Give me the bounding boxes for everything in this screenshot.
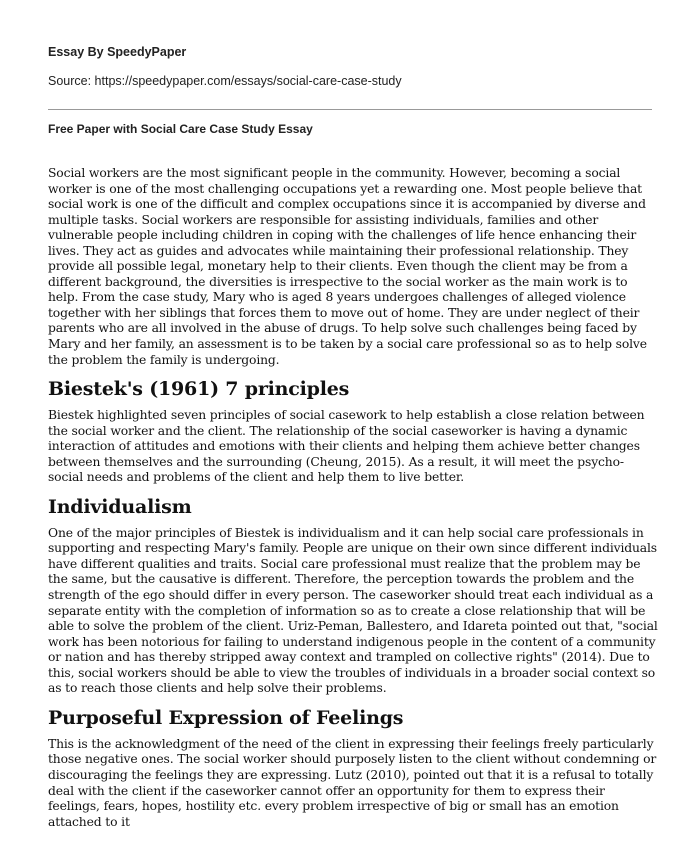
- section-paragraph-individualism: One of the major principles of Biestek is individualism and it can help social care professionals in supporting and respecting Mary's family. People are unique on their own since different individuals have different qualities and traits. Social care professional must realize that the problem may be the same, but the causative is different. Therefore, the perception towards the problem and the strength of the ego should differ in every person. The caseworker should treat each individual as a separate entity with the completion of information so as to create a close relationship that will be able to solve the problem of the client. Uriz-Peman, Ballestero, and Idareta pointed out that, "social work has been notorious for failing to understand indigenous people in the content of a community or nation and has thereby stripped away context and trampled on collective rights" (2014). Due to this, social workers should be able to view the troubles of individuals in a broader social context so as to reach those clients and help solve their problems.: [48, 525, 658, 696]
- section-heading-individualism: Individualism: [48, 495, 192, 518]
- section-heading-purposeful-expression: Purposeful Expression of Feelings: [48, 706, 404, 729]
- document-title: Free Paper with Social Care Case Study Essay: [48, 122, 313, 136]
- intro-paragraph: Social workers are the most significant people in the community. However, becoming a social worker is one of the most challenging occupations yet a rewarding one. Most people believe that social work is one of the difficult and complex occupations since it is accompanied by diverse and multiple tasks. Social workers are responsible for assisting individuals, families and other vulnerable people including children in coping with the challenges of life hence enhancing their lives. They act as guides and advocates while maintaining their professional relationship. They provide all possible legal, monetary help to their clients. Even though the client may be from a different background, the diversities is irrespective to the social worker as the main work is to help. From the case study, Mary who is aged 8 years undergoes challenges of alleged violence together with her siblings that forces them to move out of home. They are under neglect of their parents who are all involved in the abuse of drugs. To help solve such challenges being faced by Mary and her family, an assessment is to be taken by a social care professional so as to help solve the problem the family is undergoing.: [48, 166, 647, 367]
- essay-body: [48, 166, 658, 830]
- site-brand: Essay By SpeedyPaper: [48, 45, 187, 59]
- section-paragraph-purposeful-expression: This is the acknowledgment of the need of the client in expressing their feelings freely particularly those negative ones. The social worker should purposely listen to the client without condemning or discouraging the feelings they are expressing. Lutz (2010), pointed out that it is a refusal to totally deal with the client if the caseworker cannot offer an opportunity for them to express their feelings, fears, hopes, hostility etc. every problem irrespective of big or small has an emotion attached to it: [48, 736, 657, 829]
- header-divider: [48, 109, 652, 110]
- section-paragraph-biestek-principles: Biestek highlighted seven principles of social casework to help establish a close relation between the social worker and the client. The relationship of the social caseworker is having a dynamic interaction of attitudes and emotions with their clients and helping them achieve better changes between themselves and the surrounding (Cheung, 2015). As a result, it will meet the psycho-social needs and problems of the client and help them to live better.: [48, 408, 645, 485]
- section-heading-biestek-principles: Biestek's (1961) 7 principles: [48, 378, 350, 401]
- source-url: Source: https://speedypaper.com/essays/social-care-case-study: [48, 74, 402, 88]
